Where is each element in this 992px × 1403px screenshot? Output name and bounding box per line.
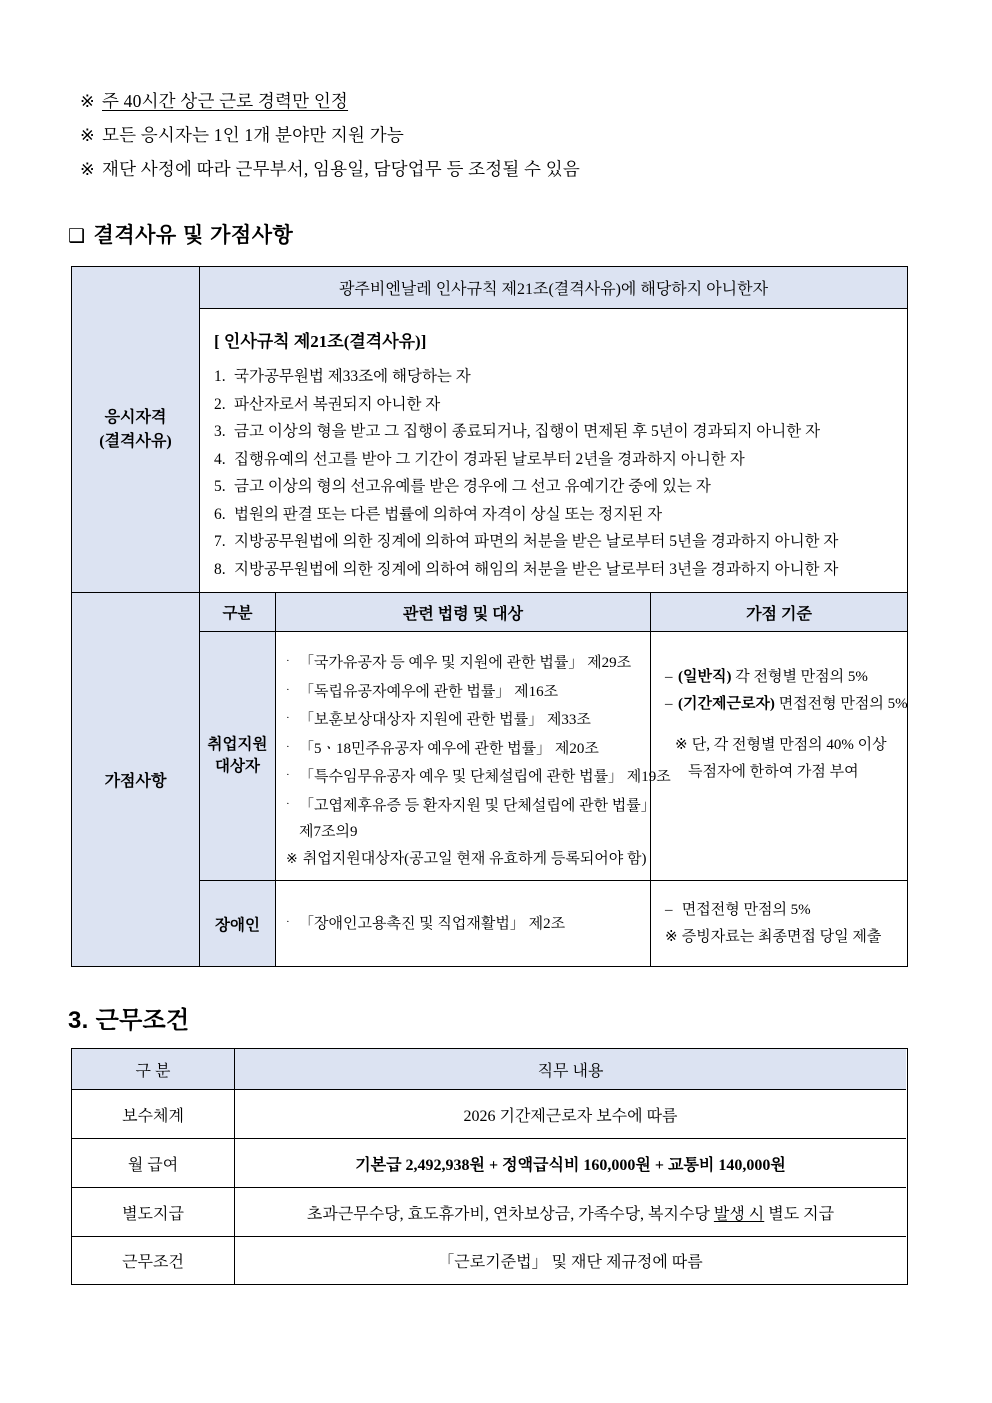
note-marker: ※ <box>80 125 95 145</box>
criteria-note: ※ 단, 각 전형별 만점의 40% 이상 <box>675 737 887 753</box>
wc-row-label: 보수체계 <box>72 1090 235 1139</box>
square-bullet-icon: ❑ <box>68 225 86 247</box>
row-label-eligibility <box>72 267 200 593</box>
law-item: · 「특수임무유공자 예우 및 단체설립에 관한 법률」 제19조 <box>286 769 671 785</box>
rule-item: 7. 지방공무원법에 의한 징계에 의하여 파면의 처분을 받은 날로부터 5년을 경과하지 아니한 자 <box>214 533 839 550</box>
wc-row-content: 「근로기준법」 및 재단 제규정에 따름 <box>438 1254 703 1271</box>
note-item <box>80 152 940 186</box>
law-item: · 「국가유공자 등 예우 및 지원에 관한 법률」 제29조 <box>286 655 632 671</box>
section-heading-text: 결격사유 및 가점사항 <box>93 224 294 247</box>
criteria-item: – 면접전형 만점의 5% <box>665 901 811 918</box>
wc-row-label: 별도지급 <box>72 1188 235 1237</box>
eligibility-label-line2: (결격사유) <box>99 432 172 450</box>
working-conditions-table <box>71 1048 908 1285</box>
law-item: · 「장애인고용촉진 및 직업재활법」 제2조 <box>286 916 566 933</box>
wc-column-header-content: 직무 내용 <box>235 1049 906 1090</box>
rule-item: 6. 법원의 판결 또는 다른 법률에 의하여 자격이 상실 또는 정지된 자 <box>214 505 663 523</box>
law-item: · 「고엽제후유증 등 환자지원 및 단체설립에 관한 법률」 <box>286 797 656 814</box>
wc-row-content: 기본급 2,492,938원 + 정액급식비 160,000원 + 교통비 140,000원 <box>235 1139 906 1188</box>
disqualification-header-banner: 광주비엔날레 인사규칙 제21조(결격사유)에 해당하지 아니한자 <box>200 267 907 309</box>
note-marker: ※ <box>80 91 95 111</box>
section-heading-disqualification <box>68 219 293 249</box>
column-header-criteria: 가점 기준 <box>651 593 907 632</box>
bonus-criteria-employment-support <box>651 632 907 881</box>
criteria-note-cont: 득점자에 한하여 가점 부여 <box>688 764 859 780</box>
rule-item: 8. 지방공무원법에 의한 징계에 의하여 해임의 처분을 받은 날로부터 3년을 경과하지 아니한 자 <box>214 560 839 578</box>
criteria-item: – (기간제근로자) 면접전형 만점의 5% <box>665 696 908 712</box>
wc-column-header-division: 구 분 <box>72 1049 235 1090</box>
criteria-note: ※ 증빙자료는 최종면접 당일 제출 <box>665 928 882 945</box>
rule-item: 5. 금고 이상의 형의 선고유예를 받은 경우에 그 선고 유예기간 중에 있는 자 <box>214 478 711 495</box>
column-header-laws: 관련 법령 및 대상 <box>276 593 651 632</box>
law-item: · 「5ㆍ18민주유공자 예우에 관한 법률」 제20조 <box>286 740 599 757</box>
rule-item: 1. 국가공무원법 제33조에 해당하는 자 <box>214 368 471 385</box>
column-header-division: 구분 <box>200 593 276 632</box>
section-heading-working-conditions: 3. 근무조건 <box>68 1007 190 1034</box>
wc-row-content: 초과근무수당, 효도휴가비, 연차보상금, 가족수당, 복지수당 발생 시 별도 지급 <box>235 1188 906 1237</box>
row-label-bonus: 가점사항 <box>72 593 200 966</box>
bonus-division-employment-support: 취업지원 대상자 <box>200 632 276 881</box>
disqualification-table <box>71 266 908 967</box>
bonus-division-disability: 장애인 <box>200 881 276 966</box>
bonus-laws-employment-support <box>276 632 671 881</box>
rule-item: 4. 집행유예의 선고를 받아 그 기간이 경과된 날로부터 2년을 경과하지 아니한 자 <box>214 450 745 468</box>
law-note: ※ 취업지원대상자(공고일 현재 유효하게 등록되어야 함) <box>286 850 647 867</box>
bonus-laws-disability <box>276 881 651 966</box>
law-item: · 「독립유공자예우에 관한 법률」 제16조 <box>286 683 559 700</box>
rule-title: [ 인사규칙 제21조(결격사유)] <box>214 332 427 351</box>
bonus-criteria-disability <box>651 881 907 966</box>
note-text: 주 40시간 상근 근로 경력만 인정 <box>102 91 349 111</box>
criteria-spacer <box>665 718 907 732</box>
note-marker: ※ <box>80 159 95 179</box>
eligibility-label-line1: 응시자격 <box>104 409 167 427</box>
top-notes <box>80 84 940 186</box>
wc-row-content: 2026 기간제근로자 보수에 따름 <box>235 1090 906 1139</box>
note-item <box>80 118 940 152</box>
law-item: · 「보훈보상대상자 지원에 관한 법률」 제33조 <box>286 712 591 728</box>
law-item-cont: 제7조의9 <box>299 824 358 840</box>
disqualification-rules-body <box>200 309 907 593</box>
note-item <box>80 84 940 118</box>
wc-row-label: 월 급여 <box>72 1139 235 1188</box>
wc-row-label: 근무조건 <box>72 1237 235 1284</box>
criteria-item: – (일반직) 각 전형별 만점의 5% <box>665 669 868 685</box>
rule-item: 2. 파산자로서 복권되지 아니한 자 <box>214 395 441 413</box>
rule-item: 3. 금고 이상의 형을 받고 그 집행이 종료되거나, 집행이 면제된 후 5년이 경과되지 아니한 자 <box>214 423 821 440</box>
underlined-phrase: 발생 시 <box>713 1205 765 1223</box>
note-text: 재단 사정에 따라 근무부서, 임용일, 담당업무 등 조정될 수 있음 <box>102 159 580 179</box>
note-text: 모든 응시자는 1인 1개 분야만 지원 가능 <box>102 125 404 145</box>
